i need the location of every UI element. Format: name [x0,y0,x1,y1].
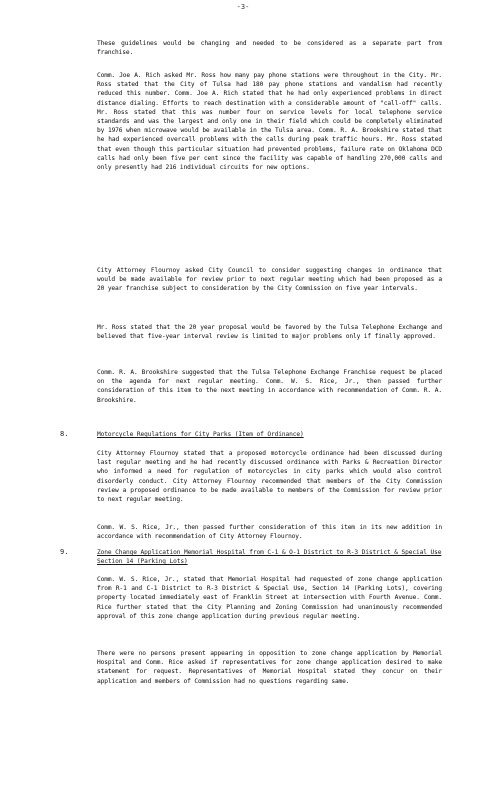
paragraph-guidelines: These guidelines would be changing and needed to be considered as a separate part from franchise. [97,40,442,57]
item-8-paragraph-flournoy: City Attorney Flournoy stated that a proposed motorcycle ordinance had been discussed during last regular meeting and he had recently discussed ordinance with Parks & Recreation Director who informed a need for regulation of motorcycles in city parks which would also control disorderly conduct. City Attorney Flournoy recommended that members of the City Commission review a proposed ordinance to be made available to members of the Commission for review prior to next regular meeting. [97,450,442,504]
paragraph-city-attorney-franchise: City Attorney Flournoy asked City Council to consider suggesting changes in ordinance that would be made available for review prior to next regular meeting which had been proposed as a 20 year franchise subject to consideration by the City Commission on five year intervals. [97,267,442,293]
item-9-paragraph-rice: Comm. W. S. Rice, Jr., stated that Memorial Hospital had requested of zone change application from R-1 and C-1 District to R-3 District & Special Use, Section 14 (Parking Lots), covering property located immediately east of Franklin Street at intersection with Fourth Avenue. Comm. Rice further stated that the City Planning and Zoning Commission had unanimously recommended approval of this zone change application during previous regular meeting. [97,576,442,620]
item-8-paragraph-rice: Comm. W. S. Rice, Jr., then passed further consideration of this item in its new addition in accordance with recommendation of City Attorney Flournoy. [97,524,442,541]
item-9-paragraph-no-opposition: There were no persons present appearing in opposition to zone change application by Memorial Hospital and Comm. Rice asked if representatives for zone change application desired to make statement for request. Representatives of Memorial Hospital stated they concur on their application and members of Commission had no questions regarding same. [97,650,442,685]
paragraph-twenty-year-proposal: Mr. Ross stated that the 20 year proposal would be favored by the Tulsa Telephone Exchange and believed that five-year interval review is limited to major problems only if finally approved. [97,324,442,341]
paragraph-brookshire-agenda: Comm. R. A. Brookshire suggested that the Tulsa Telephone Exchange Franchise request be placed on the agenda for next regular meeting. Comm. W. S. Rice, Jr., then passed further consideration of this item to the next meeting in accordance with recommendation of Comm. R. A. Brookshire. [97,369,442,404]
item-9-heading: Zone Change Application Memorial Hospital from C-1 & O-1 District to R-3 District & Special Use Section 14 (Parking Lots) [97,549,442,566]
page-number: -3- [236,3,250,11]
paragraph-pay-phone-discussion: Comm. Joe A. Rich asked Mr. Ross how many pay phone stations were throughout in the City. Mr. Ross stated that the City of Tulsa had 180 pay phone stations and vandalism had recently reduced this number. Comm. Joe A. Rich stated that he had only experienced problems in direct distance dialing. Efforts to reach destination with a considerable amount of "call-off" calls. Mr. Ross stated that this was number four on service levels for local telephone service standards and was the largest and only one in their field which could be completely eliminated by 1976 when microwave would be available in the Tulsa area. Comm. R. A. Brookshire stated that he had experienced overcall problems with the calls during peak traffic hours. Mr. Ross stated that even though this particular situation had prevented problems, failure rate on Oklahoma DCD calls had only been five per cent since the facility was capable of handling 270,000 calls and only presently had 216 individual circuits for new options. [97,72,442,172]
item-8-number: 8. [60,430,69,438]
item-8-heading: Motorcycle Regulations for City Parks (Item of Ordinance) [97,431,304,438]
item-9-number: 9. [60,548,69,556]
